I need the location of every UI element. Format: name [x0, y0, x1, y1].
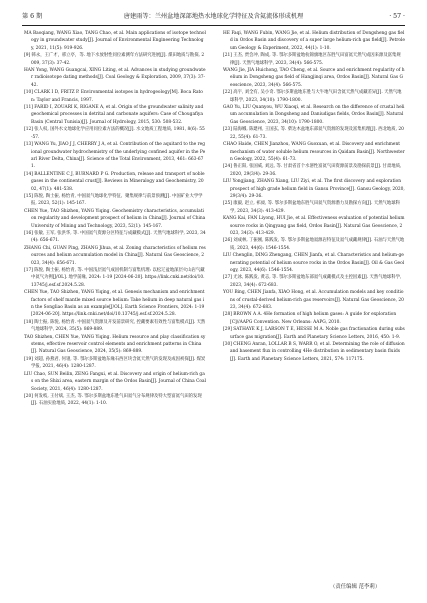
reference-entry: [14] BALLENTINE C J, BURNARD P G. Production, release and transport of noble gases in the continental crust[J]. Reviews in Mineralogy and Geochemistry, 2002, 47(1): 481-538. — [24, 171, 205, 192]
reference-entry: LIU Chenglin, DING Zhengang, CHEN Jianfa, et al. Characteristics and helium-generating potential of helium source rocks in the Ordos Basin[J]. Oil & Gas Geology, 2023, 44(6): 1546-1554. — [223, 253, 405, 273]
reference-entry: MA Baoqiang, WANG Xiao, TANG Chao, et al. Main applications of isotope technology in groundwater study[J]. Journal of Environmental Engineering Technology, 2021, 11(5): 919-926. — [24, 31, 206, 51]
reference-entry: GAO Yu, LIU Quanyou, WU Xiaoqi, et al. Research on the difference of crustal helium accumulation in Dongsheng and Daniudigas fields, Ordos Basin[J]. Natural Gas Geoscience, 2023, 34(10): 1790-1800. — [223, 105, 405, 125]
reference-entry: CHAO Haide, CHEN Jianzhou, WANG Guoxuan, et al. Discovery and enrichment mechanism of water soluble helium resources in Qaidam Basin[J]. Northwestern Geology, 2022, 55(4): 61-73. — [223, 142, 405, 162]
issue-number: 第 6 期 — [22, 13, 43, 20]
reference-entry: [20] 何发岐, 王付斌, 王杰, 等. 鄂尔多斯盆地东胜气田氦气分布规律及特大型富氦气田的发现[J]. 石油实验地质, 2022, 44(1): 1-10. — [24, 393, 202, 407]
reference-entry: HAN Yong, WANG Guangcai, XING Liting, et al. Advances in studying groundwater radioisotope dating methods[J]. Coal Geology & Exploration, 2009, 37(3): 37-42. — [24, 68, 206, 88]
header-rule — [22, 25, 405, 26]
reference-entry: [17] 陈悦, 陶士振, 杨怡青, 等. 中国浅层氦气成因机制与富集机理: 以松辽盆地深层火山岩气藏中氦气为例[J/OL]. 地学前缘, 2024: 1-19 [2024-06-20]. https://link.cnki.net/doi/10.13745/j.esf.sf.2024.5.28. — [24, 268, 205, 288]
reference-entry: [29] SATHAYE K J, LARSON T E, HESSE M A. Noble gas fractionation during subsurface gas migration[J]. Earth and Planetary Science Letters, 2016, 450: 1-9. — [223, 327, 405, 340]
reference-entry: [11] FARID I, ZOUARI K, RIGANE A, et al. Origin of the groundwater salinity and geochemical processes in detrital and carbonate aquifers: Case of Chougafiya Basin (Central Tunisia)[J]. Journal of Hydrology, 2015, 530: 508-532. — [24, 105, 204, 125]
reference-entry: [13] WANG Yu, JIAO J J, CHERRY J A, et al. Contribution of the aquitard to the regional groundwater hydrochemistry of the underlying confined aquifer in the Pearl River Delta, China[J]. Science of the Total Environment, 2013, 461: 663-671. — [24, 142, 206, 170]
reference-entry: [10] CLARK I D, FRITZ P. Environmental isotopes in hydrogeology[M]. Boca Raton: Taylor and Francis, 1997. — [24, 90, 203, 103]
reference-entry: [24] 鲁正阳, 张国威, 刘远, 等. 甘肃省首个水溶性富氦气田资源前景及勘探前景[J]. 甘肃地质, 2020, 29(3/4): 29-36. — [223, 164, 402, 177]
reference-entry: LIU Chao, SUN Beilin, ZENG Fangui, et al. Discovery and origin of helium-rich gas on the Shixi area, eastern margin of the Ordos Basin[J]. Journal of China Coal Society, 2021, 46(4): 1280-1287. — [24, 371, 206, 392]
reference-entry: [25] 康毅, 赵立, 祁昶, 等. 鄂尔多斯盆地东胜气田氦气资源潜力及勘探方向[J]. 天然气地球科学, 2023, 34(3): 413-429. — [223, 201, 400, 214]
reference-entry: [19] 刘超, 孙燕君, 何翎, 等. 鄂尔多斯盆地东缘石西区块含氦天然气的发现及成因初探[J]. 煤炭学报, 2021, 46(4): 1280-1287. — [24, 356, 206, 370]
reference-entry: [16] 张敏, 王军, 张洪华, 等. 中国氦气资源分区特征与成藏模式[J]. 天然气地球科学, 2023, 34(4): 656-671. — [24, 230, 206, 244]
reference-entry: WANG Jie, JIA Huichong, TAO Cheng, et al. Source and enrichment regularity of helium in Dongsheng gas field of Hangjinqi area, Ordos Basin[J]. Natural Gas Geoscience, 2023, 34(4): 566-575. — [223, 68, 405, 88]
reference-entry: [9] 韩永，王广才，邢立亭，等. 地下水放射性同位素测年方法研究进展[J]. 煤田地质与勘探, 2009, 37(3): 37-42. — [24, 53, 205, 66]
reference-entry: [23] 陆海娜, 陈建州, 王国玄, 等. 柴达木盆地东部氦气资源的发现及富集机理[J]. 西北地质, 2022, 55(4): 61-73. — [223, 127, 404, 140]
editor-credit: （责任编辑 范李莉） — [330, 584, 381, 590]
running-header — [22, 10, 405, 24]
references-right-column — [223, 30, 405, 580]
reference-entry: [30] CHENG Anran, LOLLAR B S, WARR O, et al. Determining the role of diffusion and basement flux in controlling 4He distribution in sedimentary basin fluids[J]. Earth and Planetary Science Letters, 2021, 574: 117175. — [223, 342, 405, 362]
reference-entry: KANG Kai, FAN Liyong, HUI Jie, et al. Effectiveness evaluation of potential helium source rocks in Qingyang gas field, Ordos Basin[J]. Natural Gas Geoscience, 2023, 34(3): 413-429. — [223, 216, 405, 236]
running-title: 唐建雨等：兰州盆地深部地热水地球化学特征及含氦流体形成机理 — [123, 13, 304, 20]
reference-entry: HE Faqi, WANG Fubin, WANG Jie, et al. Helium distribution of Dongsheng gas field in Ordos Basin and discovery of a super large helium-rich gas field[J]. Petroleum Geology & Experiment, 2022, 44(1): 1-10. — [223, 31, 405, 51]
reference-entry: [21] 王杰, 贾会冲, 陶成, 等. 鄂尔多斯盆地杭锦旗地区东胜气田富氦天然气成因来源及富集规律[J]. 天然气地球科学, 2023, 34(4): 566-575. — [223, 53, 401, 66]
reference-entry: [28] BROWN A A. 4He formation of high helium gases: A guide for exploration[C]//AAPG Convention. New Orleans: AAPG, 2010. — [223, 312, 397, 325]
reference-entry: YOU Bing, CHEN Jianfa, XIAO Hong, et al. Accumulation models and key conditions of crustal-derived helium-rich gas reservoirs[J]. Natural Gas Geoscience, 2023, 34(4): 672-683. — [223, 290, 404, 311]
reference-entry: LIU Yongjiang, ZHANG Xiang, LIU Ziyi, et al. The first discovery and exploration prospect of high grade helium field in Gansu Province[J]. Gansu Geology, 2020, 29(3/4): 29-36. — [223, 179, 405, 199]
reference-entry: [12] 张人权, 国外水文地球化学应用同位素方法的概况[J]. 水文地质工程地质, 1981, 8(6): 55-57. — [24, 127, 205, 140]
reference-entry: CHEN Yue, TAO Shizhen, YANG Yiqing, et al. Genesis mechanism and enrichment factors of shelf mantle mixed source helium: Take helium in deep natural gas in the Songliao Basin as an example[J/OL]. Earth Science Frontiers, 2024: 1-19 [2024-06-20]. https://link.cnki.net/doi/10.13745/j.esf.sf.2024.5.28. — [24, 290, 205, 318]
references-left-column — [24, 30, 206, 580]
reference-entry: [27] 尤冰, 陈践发, 黄志, 等. 鄂尔多斯盆地东部氦气成藏模式及主控因素[J]. 天然气地球科学, 2023, 34(4): 672-683. — [223, 275, 402, 288]
reference-entry: [22] 高宇, 刘全有, 吴小奇. 鄂尔多斯盆地东胜与大牛地气田含氦天然气成藏差异[J]. 天然气地球科学, 2023, 34(10): 1790-1800. — [223, 90, 402, 103]
page-number: · 57 · — [389, 13, 405, 20]
reference-entry: CHEN Yue, TAO Shizhen, YANG Yiqing. Geochemistry characteristics, accumulation regularity and development prospect of helium in China[J]. Journal of China University of Mining and Technology, 2023, 52(1): 145-167. — [24, 208, 206, 229]
reference-entry: [18] 陶士振, 陈悦, 杨怡青. 中国氦气资源及开发前景研究, 控藏要素有效性与富集模式[J]. 天然气地球科学, 2024, 35(5): 869-889. — [24, 319, 206, 333]
reference-entry: ZHANG Chi, GUAN Ping, ZHANG Jihua, et al. Zoning characteristics of helium resources and helium accumulation model in China[J]. Natural Gas Geoscience, 2023, 34(4): 656-671. — [24, 245, 206, 266]
reference-entry: [15] 陈悦, 陶士振, 杨怡青, 中国氦气地球化学特征、聚集规律与前景预测[J]. 中国矿业大学学报, 2023, 52(1): 145-167. — [24, 193, 203, 207]
reference-entry: TAO Shizhen, CHEN Yue, YANG Yiqing. Helium resource and play classification systems, effective reservoir control elements and enrichment patterns in China[J]. Natural Gas Geoscience, 2024, 35(5): 869-889. — [24, 334, 206, 355]
reference-entry: [26] 刘成林, 丁振刚, 陈践发, 等. 鄂尔多斯盆地氦源岩特征及氦气成藏规律[J]. 石油与天然气地质, 2023, 44(6): 1546-1554. — [223, 238, 405, 251]
